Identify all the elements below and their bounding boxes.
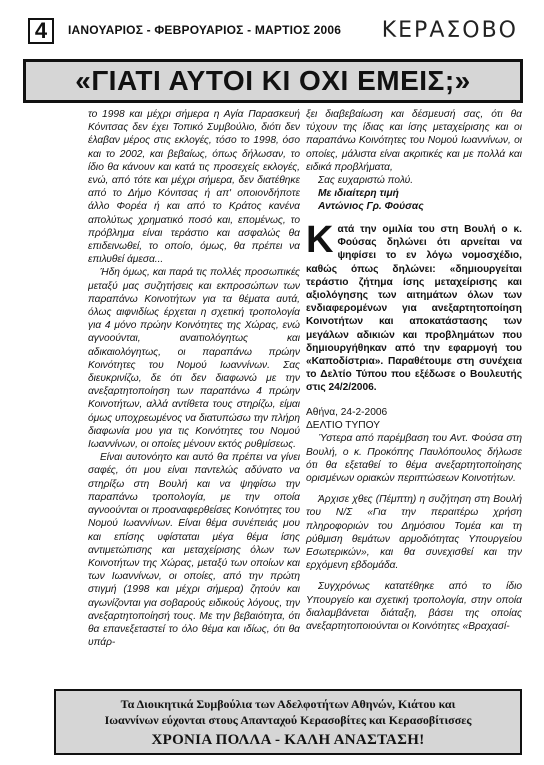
page-number: 4 [28, 18, 54, 44]
intro-bold-block [306, 219, 522, 395]
left-column [88, 108, 300, 683]
press-dateline: Αθήνα, 24-2-2006 [306, 407, 388, 418]
spacer [306, 485, 522, 493]
right-paragraph-continued: ξει διαβεβαίωση και δέσμευσή σας, ότι θα τύχουν της ίδιας και ίσης μεταχείρισης και οι παραπάνω Κοινότητες του Νομού Ιωαννίνων, οι οποίες, μάλιστα είναι ακριτικές και με πολλά και ειδικά προβλήματα, [306, 109, 522, 173]
press-paragraph-3: Συγχρόνως κατατέθηκε από το ίδιο Υπουργείο και σχετική τροπολογία, στην οποία διαλαμβάνεται διάταξη, βάσει της οποίας ανεξαρτητοποιούνται οι Κοινότητες «Βραχασί- [306, 581, 522, 633]
right-column-top [306, 108, 522, 214]
page-header [28, 18, 518, 48]
dropcap-letter: Κ [306, 219, 334, 261]
left-paragraph-3: Είναι αυτονόητο και αυτό θα πρέπει να γίνει σαφές, ότι μου είναι παντελώς αδύνατο να στηρίξω στη Βουλή και να ψηφίσω την παραπάνω τροπολογία, με την οποία αγνοούνται οι προαναφερθείσες Κοινότητες του Νομού Ιωαννίνων. Είναι θέμα συνέπειάς μου και επίσης υφίσταται μέγα θέμα ίσης αντιμετώπισης και μεταχείρισης όλων των Κοινοτήτων της Χώρας, μεταξύ των οποίων και των Ιωαννίνων, οι οποίες, από την πρώτη στιγμή (1998 και μέχρι σήμερα) ζητούν και αγωνίζονται για σοβαρούς ειδικούς λόγους, την ανεξαρτητοποίησή τους. Με την βεβαιότητα, ότι θα επανεξεταστεί το όλο θέμα και ιδίως, ότι θα υπάρ- [88, 452, 300, 649]
press-label: ΔΕΛΤΙΟ ΤΥΠΟΥ [306, 420, 381, 432]
issue-dates: ΙΑΝΟΥΑΡΙΟΣ - ΦΕΒΡΟΥΑΡΙΟΣ - ΜΑΡΤΙΟΣ 2006 [68, 23, 342, 37]
closing-regards: Με ιδιαίτερη τιμή [318, 188, 399, 200]
left-paragraph-2: Ήδη όμως, και παρά τις πολλές προσωπικές μεταξύ μας συζητήσεις και εκπροσώπων των παραπάνω Κοινοτήτων για τα θέματα αυτά, όλως αιφνιδίως έρχεται η σχετική τροπολογία για 4 μόνο πρώην Κοινότητες της Χώρας, ενώ αγνοούνται, αναιτιολόγητως και αδικαιολόγητως, οι παραπάνω πρώην Κοινότητες του Νομού Ιωαννίνων. Σας διευκρινίζω, δε ότι δεν διαφωνώ με την ανεξαρτητοποίηση των παραπάνω 4 πρώην Κοινοτήτων, αλλά αντίθετα τους στηρίζω, είμαι όμως υποχρεωμένος να διατυπώσω την πλήρη διαφωνία μου για τις Κοινότητες του Νομού Ιωαννίνων, οι οποίες μένουν εκτός ρυθμίσεως. [88, 267, 300, 451]
signature-name: Αντώνιος Γρ. Φούσας [318, 201, 424, 213]
newspaper-brand: ΚΕΡΑΣΟΒΟ [381, 18, 518, 43]
intro-bold-text: ατά την ομιλία του στη Βουλή ο κ. Φούσας δηλώνει ότι αρνείται να ψηφίσει το εν λόγω νομοσχέδιο, καθώς όπως δηλώνει: «δημιουργείται τεράστιο ζήτημα ίσης μεταχείρισης και αξιολόγησης των αιτημάτων όλων των ενδιαφερομένων για ανεξαρτητοποίηση Κοινοτήτων και αποκατάστασης των μεγάλων αδικιών και προβλημάτων που δημιουργήθηκαν από την εφαρμογή του «Καποδίστρια». Παραθέτουμε στη συνέχεια το Δελτίο Τύπου που εξέδωσε ο Βουλευτής στις 24/2/2006. [306, 224, 522, 394]
greeting-box [54, 689, 522, 755]
press-paragraph-2: Άρχισε χθες (Πέμπτη) η συζήτηση στη Βουλή του Ν/Σ «Για την περαιτέρω χρήση πληροφοριών του Δημόσιου Τομέα και τη ρύθμιση θεμάτων αρμοδιότητας Υπουργείου Εσωτερικών», και θα συνεχισθεί και την ερχόμενη εβδομάδα. [306, 494, 522, 572]
headline-box [23, 59, 523, 103]
headline: «ΓΙΑΤΙ ΑΥΤΟΙ ΚΙ ΟΧΙ ΕΜΕΙΣ;» [75, 65, 471, 96]
press-release [306, 406, 522, 633]
left-paragraph-1: το 1998 και μέχρι σήμερα η Αγία Παρασκευή Κόνιτσας δεν έχει Τοπικό Συμβούλιο, διότι δεν έλαβαν μέρος στις εκλογές, τόσο το 1998, όσο και το 2002, και βεβαίως, όπως δήλωσαν, το ίδιο θα κάνουν και κατά τις προσεχείς εκλογές, ενώ, από τότε και μέχρι σήμερα, δεν διατέθηκε από το Δήμο Κόνιτσας ή απ' οποιονδήποτε άλλο Φορέα ή και από το Κράτος κανένα απολύτως χρηματικό ποσό και, επομένως, το πρόβλημα είναι τεράστιο και ασφαλώς θα επιδεινωθεί, το οποίο, όμως, θα πρέπει να επιλυθεί άμεσα... [88, 109, 300, 266]
greeting-line-3: ΧΡΟΝΙΑ ΠΟΛΛΑ - ΚΑΛΗ ΑΝΑΣΤΑΣΗ! [151, 732, 425, 748]
closing-greeting: Σας ευχαριστώ πολύ. [318, 175, 414, 187]
greeting-line-1: Τα Διοικητικά Συμβούλια των Αδελφοτήτων Αθηνών, Κιάτου και [120, 697, 456, 711]
press-paragraph-1: Ύστερα από παρέμβαση του Αντ. Φούσα στη Βουλή, ο κ. Προκόπης Παυλόπουλος δήλωσε ότι θα εξεταθεί το θέμα ανεξαρτητοποίησης ορισμένων οριακών περιπτώσεων Κοινοτήτων. [306, 433, 522, 485]
spacer [306, 572, 522, 580]
greeting-line-2: Ιωαννίνων εύχονται στους Απανταχού Κερασοβίτες και Κερασοβίτισσες [104, 713, 472, 727]
